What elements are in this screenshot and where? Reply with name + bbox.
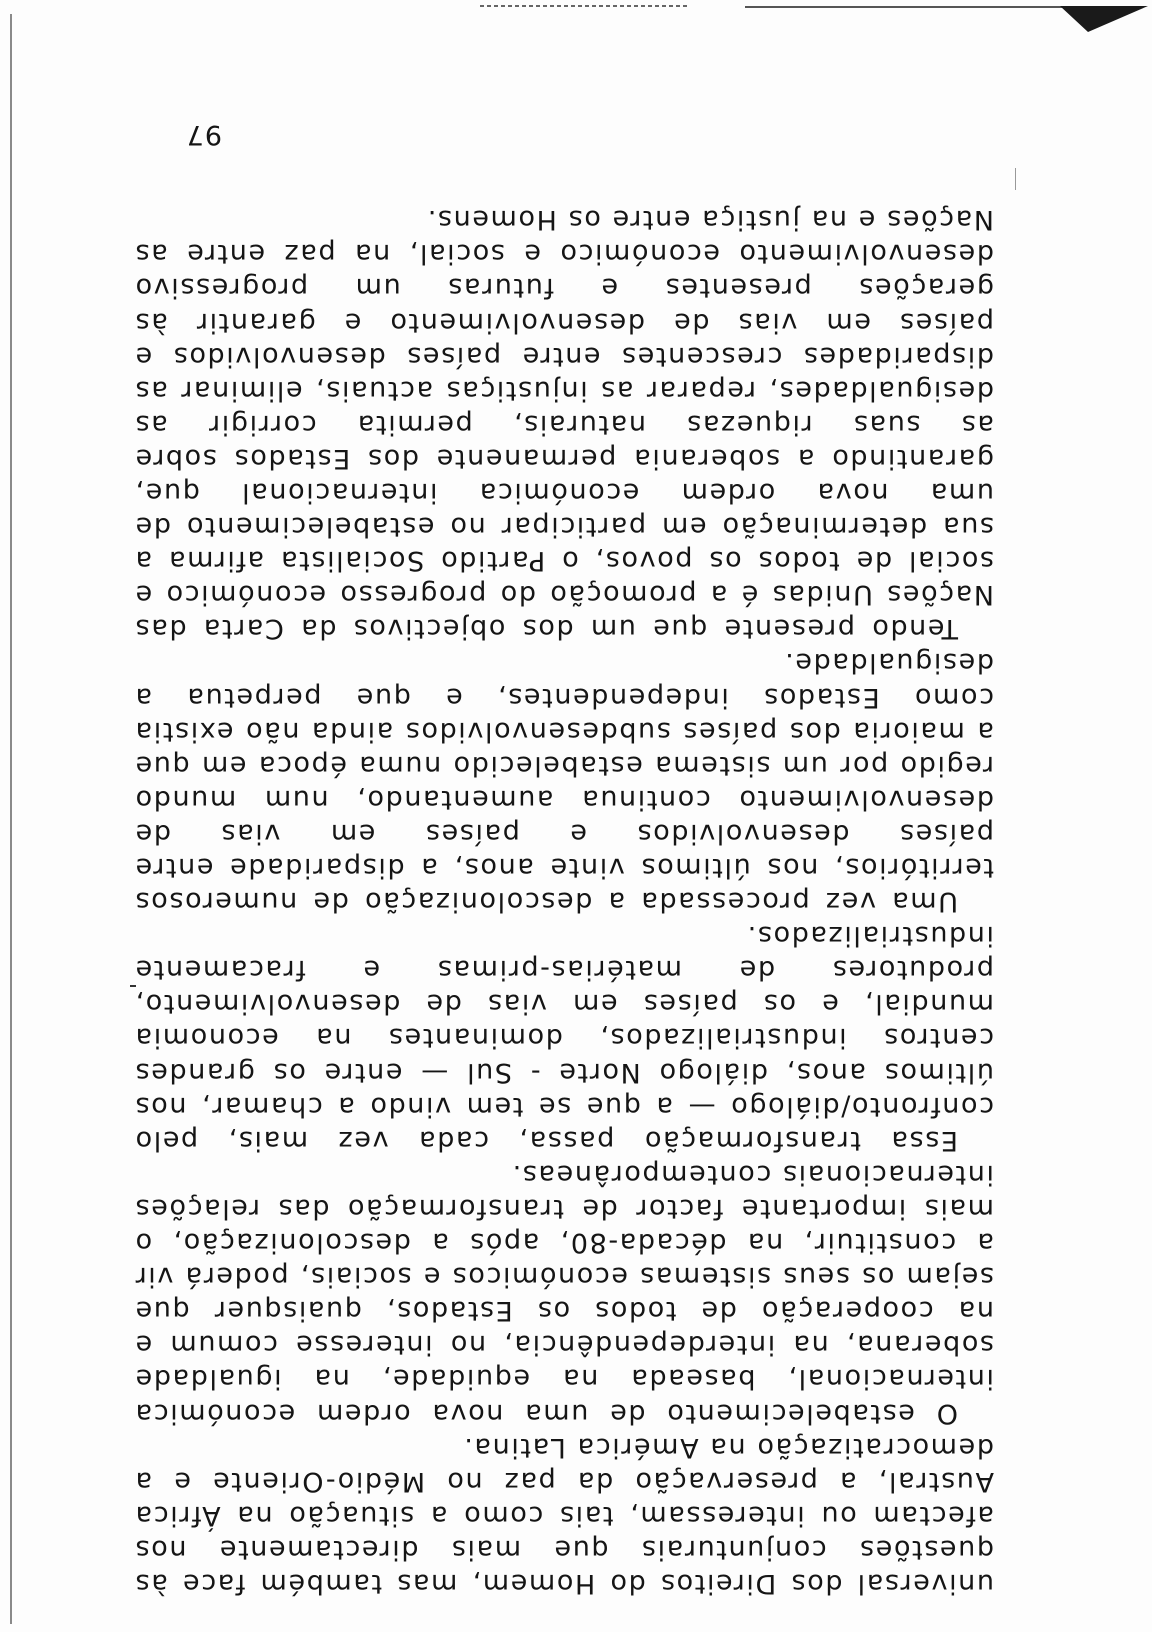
paragraph: Tendo presente que um dos objectivos da Carta das Nações Unidas é a promoção do progresso económico e social de todos os povos, o Partido Socialista afirma a sua determinação em participar no estabelecimento de uma nova ordem económica internacional que, garantindo a soberania permanente dos Estados sobre as suas riquezas naturais, permita corrigir as desigualdades, reparar as injustiças actuais, eliminar as disparidades crescentes entre países desenvolvidos e países em vias de desenvolvimento e garantir às gerações presentes e futuras um progressivo desenvolvimento económico e social, na paz entre as Nações e na justiça entre os Homens. [134,204,994,645]
body-text [134,202,994,1600]
paragraph: universal dos Direitos do Homem, mas também face às questões conjunturais que mais directamente nos afectam ou interessam, tais como a situação na África Austral, a preservação da paz no Médio-Oriente e a democratização na América Latina. [134,1431,994,1599]
paragraph: O estabelecimento de uma nova ordem económica internacional, baseada na equidade, na igualdade soberana, na interdependência, no interesse comum e na cooperação de todos os Estados, quaisquer que sejam os seus sistemas económicos e sociais, poderá vir a constituir, na década-80, após a descolonização, o mais importante factor de transformação das relações internacionais contemporâneas. [134,1158,994,1429]
paragraph: Essa transformação passa, cada vez mais, pelo confronto/diálogo — a que se tem vindo a chamar, nos últimos anos, diálogo Norte - Sul — entre os grandes centros industrializados, dominantes na economia mundial, e os países em vias de desenvolvimento, produtores de matérias-primas e fracamente industrializados. [134,920,994,1156]
paragraph: Uma vez processada a descolonização de numerosos territórios, nos últimos vinte anos, a disparidade entre países desenvolvidos e países em vias de desenvolvimento continua aumentando, num mundo regido por um sistema estabelecido numa época em que a maioria dos países subdesenvolvidos ainda não existia como Estados independentes, e que perpetua a desigualdade. [134,647,994,918]
page-number: 97 [185,119,222,150]
